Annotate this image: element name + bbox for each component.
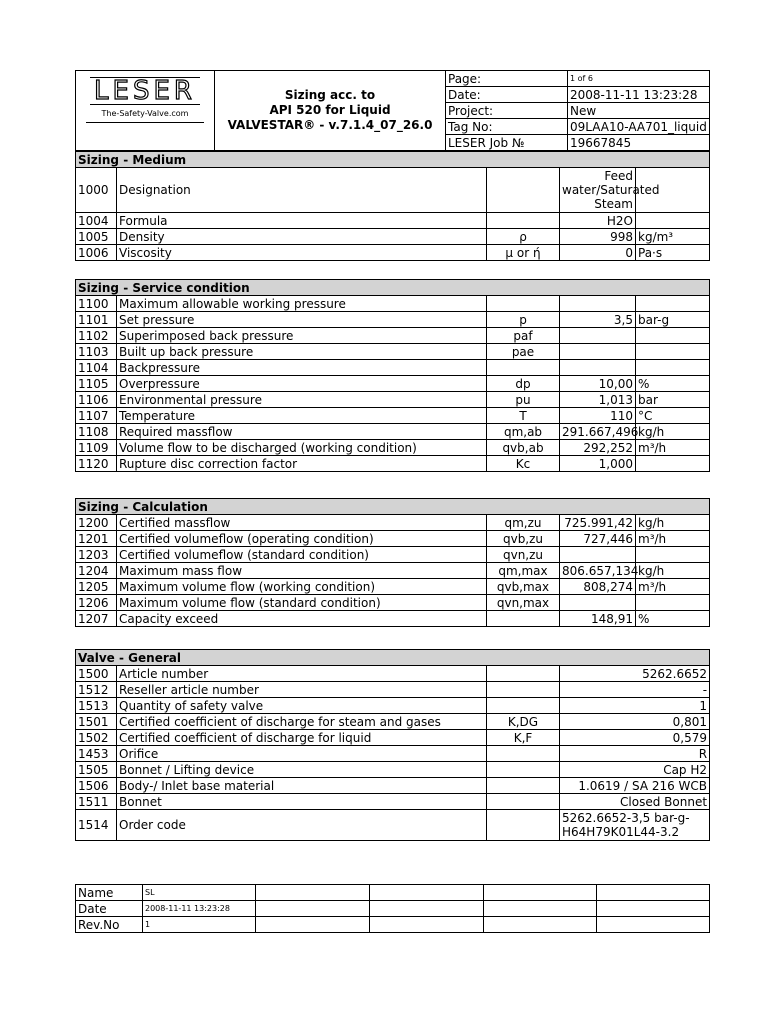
row-symbol: qvb,ab [487, 440, 560, 456]
section-title: Sizing - Calculation [76, 499, 710, 515]
row-symbol: qm,zu [487, 515, 560, 531]
table-row [76, 762, 710, 778]
row-unit: m³/h [636, 531, 710, 547]
row-label: Formula [117, 213, 487, 229]
row-value: 727,446 [560, 531, 636, 547]
row-code: 1100 [76, 296, 117, 312]
row-symbol: K,DG [487, 714, 560, 730]
row-symbol: p [487, 312, 560, 328]
row-symbol: qvn,zu [487, 547, 560, 563]
row-code: 1506 [76, 778, 117, 794]
table-row [76, 531, 710, 547]
table-row [76, 563, 710, 579]
row-unit [636, 328, 710, 344]
header-value-job: 19667845 [568, 135, 710, 151]
row-label: Maximum mass flow [117, 563, 487, 579]
row-label: Quantity of safety valve [117, 698, 487, 714]
row-label: Maximum allowable working pressure [117, 296, 487, 312]
table-row [76, 515, 710, 531]
row-value: 1,000 [560, 456, 636, 472]
row-symbol [487, 611, 560, 627]
table-row [76, 213, 710, 229]
table-row [76, 682, 710, 698]
row-code: 1107 [76, 408, 117, 424]
row-symbol: pu [487, 392, 560, 408]
row-value [560, 328, 636, 344]
row-symbol [487, 168, 560, 213]
row-label: Bonnet / Lifting device [117, 762, 487, 778]
table-row [76, 456, 710, 472]
row-label: Designation [117, 168, 487, 213]
table-row [76, 440, 710, 456]
signature-empty-cell [484, 885, 597, 901]
row-symbol: T [487, 408, 560, 424]
table-row [76, 296, 710, 312]
row-value: 0,579 [560, 730, 710, 746]
row-value: 725.991,42 [560, 515, 636, 531]
row-unit: % [636, 611, 710, 627]
row-value: 148,91 [560, 611, 636, 627]
row-symbol [487, 698, 560, 714]
row-code: 1453 [76, 746, 117, 762]
section-title: Valve - General [76, 650, 710, 666]
signature-empty-cell [597, 917, 710, 933]
document-title: Sizing acc. to API 520 for Liquid VALVESTAR® - v.7.1.4_07_26.0 [215, 71, 446, 151]
row-symbol: ρ [487, 229, 560, 245]
signature-label: Name [76, 885, 143, 901]
row-value [560, 595, 636, 611]
row-symbol: qvb,max [487, 579, 560, 595]
header-value-date: 2008-11-11 13:23:28 [568, 87, 710, 103]
row-value: 806.657,134 [560, 563, 636, 579]
row-value: 292,252 [560, 440, 636, 456]
signature-block [75, 884, 709, 933]
table-row [76, 730, 710, 746]
row-symbol [487, 360, 560, 376]
signature-empty-cell [597, 885, 710, 901]
row-label: Bonnet [117, 794, 487, 810]
row-value: 110 [560, 408, 636, 424]
signature-empty-cell [370, 917, 484, 933]
row-code: 1004 [76, 213, 117, 229]
logo-tagline: The-Safety-Valve.com [86, 107, 204, 123]
section-valve-general [75, 649, 709, 841]
row-code: 1106 [76, 392, 117, 408]
table-row [76, 714, 710, 730]
row-label: Rupture disc correction factor [117, 456, 487, 472]
row-code: 1500 [76, 666, 117, 682]
row-symbol: K,F [487, 730, 560, 746]
row-value: 808,274 [560, 579, 636, 595]
row-label: Reseller article number [117, 682, 487, 698]
table-row [76, 698, 710, 714]
row-value: 0,801 [560, 714, 710, 730]
signature-value: 2008-11-11 13:23:28 [143, 901, 256, 917]
row-value [560, 344, 636, 360]
row-code: 1513 [76, 698, 117, 714]
row-code: 1006 [76, 245, 117, 261]
row-code: 1000 [76, 168, 117, 213]
row-value [560, 360, 636, 376]
row-value: Feed water/Saturated Steam [560, 168, 636, 213]
section-service-condition [75, 279, 709, 472]
signature-label: Date [76, 901, 143, 917]
row-symbol: paf [487, 328, 560, 344]
row-code: 1514 [76, 810, 117, 841]
row-label: Maximum volume flow (working condition) [117, 579, 487, 595]
row-code: 1505 [76, 762, 117, 778]
row-unit: kg/h [636, 424, 710, 440]
row-value: 1,013 [560, 392, 636, 408]
row-label: Order code [117, 810, 487, 841]
row-label: Density [117, 229, 487, 245]
row-label: Built up back pressure [117, 344, 487, 360]
row-value: 10,00 [560, 376, 636, 392]
row-code: 1109 [76, 440, 117, 456]
row-code: 1108 [76, 424, 117, 440]
row-code: 1501 [76, 714, 117, 730]
table-row [76, 392, 710, 408]
row-symbol [487, 762, 560, 778]
row-unit: m³/h [636, 440, 710, 456]
signature-empty-cell [370, 885, 484, 901]
signature-empty-cell [597, 901, 710, 917]
row-unit: bar-g [636, 312, 710, 328]
table-row [76, 245, 710, 261]
row-unit: °C [636, 408, 710, 424]
table-row [76, 328, 710, 344]
table-row [76, 376, 710, 392]
table-row [76, 810, 710, 841]
row-label: Superimposed back pressure [117, 328, 487, 344]
row-unit: % [636, 376, 710, 392]
row-value: 1 [560, 698, 710, 714]
row-value: 5262.6652 [560, 666, 710, 682]
row-code: 1512 [76, 682, 117, 698]
table-row [76, 424, 710, 440]
row-code: 1101 [76, 312, 117, 328]
row-symbol: qm,ab [487, 424, 560, 440]
header-value-page: 1 of 6 [568, 71, 710, 87]
signature-empty-cell [256, 917, 370, 933]
row-unit [636, 360, 710, 376]
header-label-page: Page: [446, 71, 568, 87]
signature-empty-cell [256, 885, 370, 901]
row-symbol [487, 794, 560, 810]
row-label: Certified volumeflow (operating condition) [117, 531, 487, 547]
header-label-date: Date: [446, 87, 568, 103]
row-code: 1200 [76, 515, 117, 531]
row-unit: Pa·s [636, 245, 710, 261]
row-label: Maximum volume flow (standard condition) [117, 595, 487, 611]
row-value: 5262.6652-3,5 bar-g-H64H79K01L44-3.2 [560, 810, 710, 841]
row-code: 1203 [76, 547, 117, 563]
row-symbol: Kc [487, 456, 560, 472]
row-code: 1005 [76, 229, 117, 245]
row-label: Certified coefficient of discharge for steam and gases [117, 714, 487, 730]
row-symbol [487, 778, 560, 794]
header-value-project: New [568, 103, 710, 119]
row-code: 1511 [76, 794, 117, 810]
row-value [560, 547, 636, 563]
table-row [76, 344, 710, 360]
row-unit: kg/h [636, 515, 710, 531]
row-label: Orifice [117, 746, 487, 762]
row-value: - [560, 682, 710, 698]
row-label: Certified coefficient of discharge for liquid [117, 730, 487, 746]
signature-empty-cell [256, 901, 370, 917]
table-row [76, 611, 710, 627]
row-symbol [487, 746, 560, 762]
row-label: Body-/ Inlet base material [117, 778, 487, 794]
row-label: Certified massflow [117, 515, 487, 531]
signature-row [76, 885, 710, 901]
row-value: Cap H2 [560, 762, 710, 778]
row-code: 1206 [76, 595, 117, 611]
row-code: 1207 [76, 611, 117, 627]
table-row [76, 746, 710, 762]
signature-value: SL [143, 885, 256, 901]
row-label: Volume flow to be discharged (working condition) [117, 440, 487, 456]
row-code: 1204 [76, 563, 117, 579]
table-row [76, 794, 710, 810]
row-unit [636, 213, 710, 229]
row-label: Capacity exceed [117, 611, 487, 627]
row-value [560, 296, 636, 312]
row-unit: kg/h [636, 563, 710, 579]
row-label: Required massflow [117, 424, 487, 440]
row-label: Overpressure [117, 376, 487, 392]
header-label-project: Project: [446, 103, 568, 119]
section-title: Sizing - Service condition [76, 280, 710, 296]
leser-logo: LESER The-Safety-Valve.com [76, 71, 215, 151]
table-row [76, 229, 710, 245]
row-code: 1103 [76, 344, 117, 360]
section-title: Sizing - Medium [76, 152, 710, 168]
row-code: 1201 [76, 531, 117, 547]
row-value: Closed Bonnet [560, 794, 710, 810]
table-row [76, 666, 710, 682]
table-row [76, 408, 710, 424]
signature-row [76, 901, 710, 917]
row-code: 1102 [76, 328, 117, 344]
table-row [76, 579, 710, 595]
table-row [76, 312, 710, 328]
row-symbol [487, 666, 560, 682]
row-symbol [487, 213, 560, 229]
row-value: R [560, 746, 710, 762]
row-symbol [487, 682, 560, 698]
table-row [76, 595, 710, 611]
table-row [76, 168, 710, 213]
row-symbol: qvn,max [487, 595, 560, 611]
row-symbol: qvb,zu [487, 531, 560, 547]
row-symbol [487, 296, 560, 312]
row-symbol: pae [487, 344, 560, 360]
row-unit: bar [636, 392, 710, 408]
row-label: Set pressure [117, 312, 487, 328]
row-label: Temperature [117, 408, 487, 424]
row-value: 291.667,496 [560, 424, 636, 440]
row-label: Certified volumeflow (standard condition) [117, 547, 487, 563]
row-unit [636, 296, 710, 312]
row-unit [636, 456, 710, 472]
row-label: Viscosity [117, 245, 487, 261]
signature-label: Rev.No [76, 917, 143, 933]
row-code: 1205 [76, 579, 117, 595]
row-code: 1104 [76, 360, 117, 376]
row-code: 1120 [76, 456, 117, 472]
row-value: H2O [560, 213, 636, 229]
row-value: 998 [560, 229, 636, 245]
row-unit [636, 595, 710, 611]
row-symbol: dp [487, 376, 560, 392]
signature-empty-cell [370, 901, 484, 917]
table-row [76, 360, 710, 376]
section-calculation [75, 498, 709, 627]
signature-empty-cell [484, 901, 597, 917]
row-value: 3,5 [560, 312, 636, 328]
signature-empty-cell [484, 917, 597, 933]
row-label: Environmental pressure [117, 392, 487, 408]
row-symbol: μ or ή [487, 245, 560, 261]
row-unit: kg/m³ [636, 229, 710, 245]
row-unit [636, 547, 710, 563]
header-label-job: LESER Job № [446, 135, 568, 151]
header-label-tag: Tag No: [446, 119, 568, 135]
row-code: 1105 [76, 376, 117, 392]
row-label: Article number [117, 666, 487, 682]
signature-value: 1 [143, 917, 256, 933]
row-code: 1502 [76, 730, 117, 746]
row-value: 0 [560, 245, 636, 261]
row-symbol: qm,max [487, 563, 560, 579]
row-unit [636, 344, 710, 360]
row-unit: m³/h [636, 579, 710, 595]
document-header [75, 70, 709, 151]
row-symbol [487, 810, 560, 841]
table-row [76, 778, 710, 794]
signature-row [76, 917, 710, 933]
header-value-tag: 09LAA10-AA701_liquid [568, 119, 710, 135]
table-row [76, 547, 710, 563]
section-medium [75, 151, 709, 261]
row-label: Backpressure [117, 360, 487, 376]
row-value: 1.0619 / SA 216 WCB [560, 778, 710, 794]
